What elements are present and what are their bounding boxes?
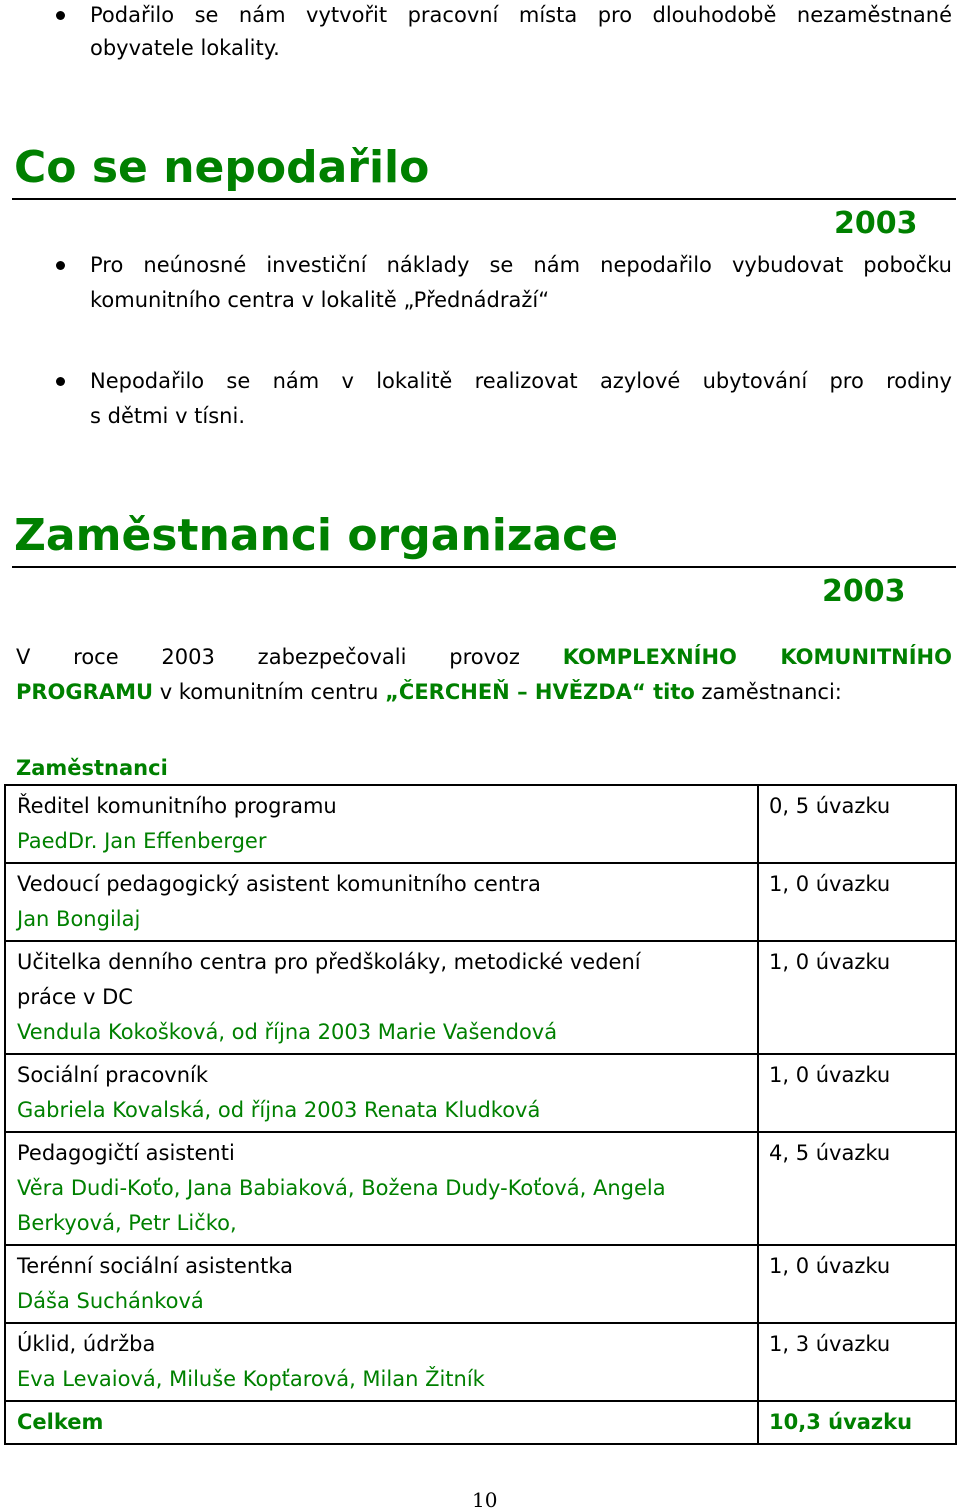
bullet-text: Nepodařilo se nám v lokalitě realizovat azylové ubytování pro rodiny — [90, 369, 952, 393]
role-label: Vedoucí pedagogický asistent komunitního centra — [17, 872, 541, 896]
role-cell — [5, 1245, 758, 1323]
table-row — [5, 1054, 956, 1132]
load-cell — [758, 1323, 956, 1401]
load-cell — [758, 785, 956, 863]
table-row — [5, 1323, 956, 1401]
bullet-icon — [56, 377, 65, 386]
section-heading: Zaměstnanci organizace — [14, 510, 619, 561]
total-label-cell — [5, 1401, 758, 1444]
bullet-text: komunitního centra v lokalitě „Přednádraží“ — [90, 288, 550, 312]
load-value: 0, 5 úvazku — [769, 794, 891, 818]
load-cell — [758, 863, 956, 941]
staff-names: Dáša Suchánková — [17, 1289, 204, 1313]
table-row — [5, 863, 956, 941]
bullet-text: obyvatele lokality. — [90, 36, 280, 60]
role-label: Učitelka denního centra pro předškoláky, metodické vedení — [17, 950, 641, 974]
staff-names: PaedDr. Jan Effenberger — [17, 829, 267, 853]
intro-paragraph — [16, 642, 952, 672]
bullet-text: s dětmi v tísni. — [90, 404, 245, 428]
staff-names: Věra Dudi-Koťo, Jana Babiaková, Božena Dudy-Koťová, Angela — [17, 1176, 666, 1200]
load-value: 1, 0 úvazku — [769, 1063, 891, 1087]
load-value: 4, 5 úvazku — [769, 1141, 891, 1165]
page-number: 10 — [472, 1488, 498, 1512]
load-cell — [758, 941, 956, 1054]
total-load: 10,3 úvazku — [769, 1410, 913, 1434]
load-value: 1, 0 úvazku — [769, 872, 891, 896]
intro-text: v komunitním centru — [153, 680, 386, 704]
load-cell — [758, 1054, 956, 1132]
role-cell — [5, 863, 758, 941]
role-cell — [5, 1054, 758, 1132]
table-row — [5, 1245, 956, 1323]
staff-names-continued: Berkyová, Petr Ličko, — [17, 1211, 237, 1235]
section-year: 2003 — [834, 206, 918, 241]
total-label: Celkem — [17, 1410, 104, 1434]
table-caption: Zaměstnanci — [16, 756, 168, 780]
bullet-icon — [56, 11, 65, 20]
role-label: Ředitel komunitního programu — [17, 794, 337, 818]
staff-names: Jan Bongilaj — [17, 907, 141, 931]
program-name: PROGRAMU — [16, 680, 154, 704]
staff-names: Eva Levaiová, Miluše Kopťarová, Milan Žitník — [17, 1367, 485, 1391]
bullet-text: Pro neúnosné investiční náklady se nám nepodařilo vybudovat pobočku — [90, 253, 952, 277]
staff-names: Vendula Kokošková, od října 2003 Marie Vašendová — [17, 1020, 558, 1044]
intro-text: V roce 2003 zabezpečovali provoz — [16, 645, 563, 669]
bullet-icon — [56, 261, 65, 270]
staff-names: Gabriela Kovalská, od října 2003 Renata Kludková — [17, 1098, 541, 1122]
role-cell — [5, 941, 758, 1054]
staff-table — [4, 784, 957, 1445]
intro-paragraph-line2 — [16, 677, 842, 707]
load-value: 1, 0 úvazku — [769, 1254, 891, 1278]
role-cell — [5, 785, 758, 863]
table-row — [5, 1132, 956, 1245]
total-load-cell — [758, 1401, 956, 1444]
load-value: 1, 3 úvazku — [769, 1332, 891, 1356]
role-label: Terénní sociální asistentka — [17, 1254, 294, 1278]
role-cell — [5, 1323, 758, 1401]
total-row — [5, 1401, 956, 1444]
role-label: Pedagogičtí asistenti — [17, 1141, 235, 1165]
intro-text: zaměstnanci: — [694, 680, 842, 704]
section-year: 2003 — [822, 574, 906, 609]
role-label-continued: práce v DC — [17, 985, 133, 1009]
table-row — [5, 785, 956, 863]
load-value: 1, 0 úvazku — [769, 950, 891, 974]
center-name: „ČERCHEŇ – HVĚZDA“ tito — [385, 680, 695, 704]
section-heading: Co se nepodařilo — [14, 142, 430, 193]
section-rule — [12, 566, 956, 568]
section-rule — [12, 198, 956, 200]
bullet-text: Podařilo se nám vytvořit pracovní místa pro dlouhodobě nezaměstnané — [90, 3, 952, 27]
role-label: Sociální pracovník — [17, 1063, 209, 1087]
program-name: KOMPLEXNÍHO KOMUNITNÍHO — [562, 645, 952, 669]
load-cell — [758, 1132, 956, 1245]
table-row — [5, 941, 956, 1054]
role-label: Úklid, údržba — [17, 1332, 156, 1356]
load-cell — [758, 1245, 956, 1323]
role-cell — [5, 1132, 758, 1245]
